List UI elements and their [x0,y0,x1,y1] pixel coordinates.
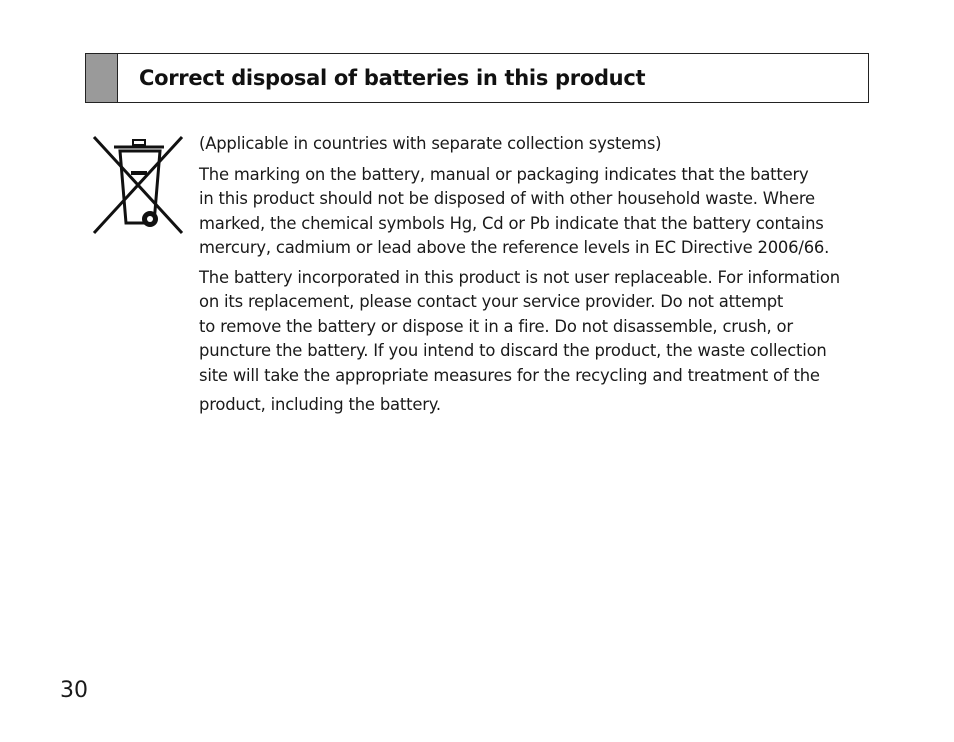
text-line: site will take the appropriate measures for the recycling and treatment of the [199,365,820,385]
text-line: puncture the battery. If you intend to discard the product, the waste collection [199,341,827,360]
text-line: product, including the battery. [199,395,441,414]
section-title: Correct disposal of batteries in this product [139,66,646,90]
applicability-note: (Applicable in countries with separate collection systems) [199,134,662,153]
text-line: The marking on the battery, manual or packaging indicates that the battery [199,164,809,184]
text-line: in this product should not be disposed of with other household waste. Where [199,189,815,208]
disposal-text [199,132,869,423]
paragraph-marking [199,163,869,261]
text-line: mercury, cadmium or lead above the reference levels in EC Directive 2006/66. [199,238,830,257]
header-accent-bar [86,54,118,102]
page-number: 30 [60,678,88,703]
text-line: to remove the battery or dispose it in a fire. Do not disassemble, crush, or [199,316,793,336]
paragraph-replacement [199,266,869,418]
section-header [85,53,869,103]
text-line: The battery incorporated in this product is not user replaceable. For information [199,267,840,287]
text-line: marked, the chemical symbols Hg, Cd or Pb indicate that the battery contains [199,213,824,233]
text-line: on its replacement, please contact your service provider. Do not attempt [199,292,784,311]
crossed-out-wheelie-bin-icon [90,133,186,237]
